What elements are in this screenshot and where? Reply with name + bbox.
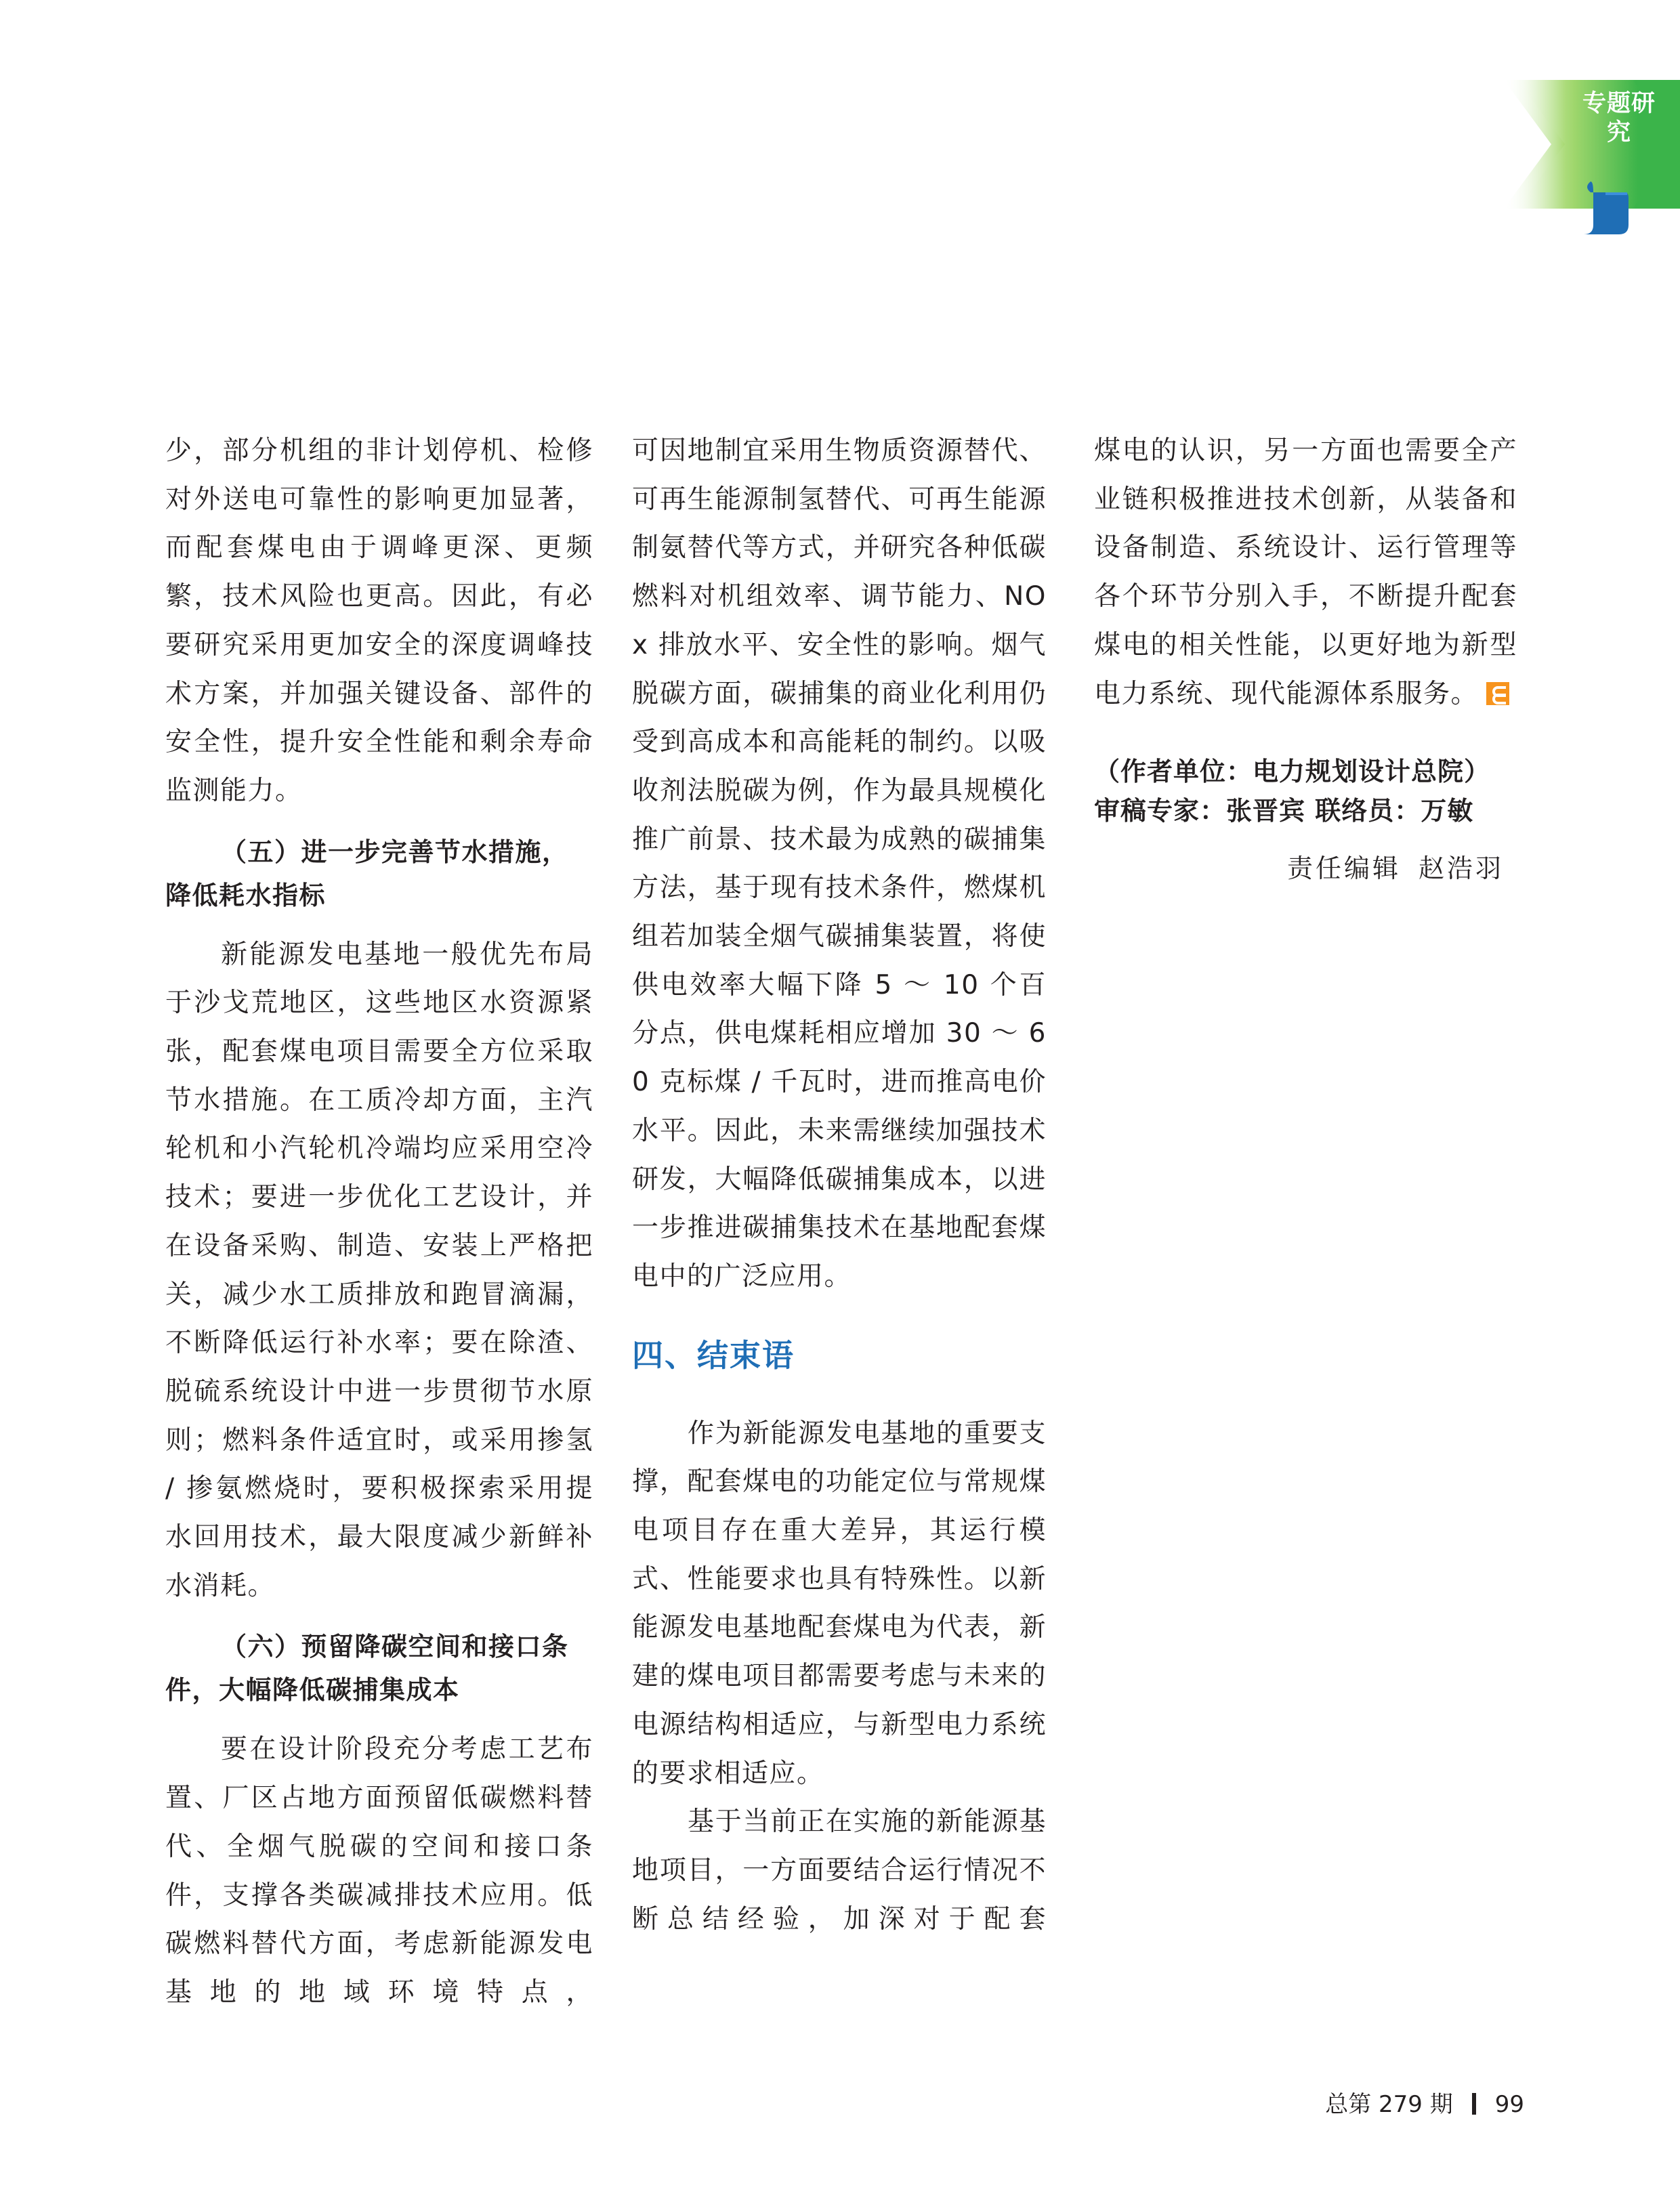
reviewer-line: 审稿专家：张晋宾 联络员：万敏	[1094, 796, 1474, 826]
subheading-line: 件，大幅降低碳捕集成本	[165, 1675, 460, 1706]
subheading-5	[165, 830, 593, 917]
paragraph: 要在设计阶段充分考虑工艺布置、厂区占地方面预留低碳燃料替代、全烟气脱碳的空间和接口条件，支撑各类碳减排技术应用。低碳燃料替代方面，考虑新能源发电基地的地域环境特点，	[165, 1734, 593, 2008]
paragraph: 作为新能源发电基地的重要支撑，配套煤电的功能定位与常规煤电项目存在重大差异，其运行模式、性能要求也具有特殊性。以新能源发电基地配套煤电为代表，新建的煤电项目都需要考虑与未来的电源结构相适应，与新型电力系统的要求相适应。	[632, 1418, 1047, 1789]
paragraph-text: 煤电的认识，另一方面也需要全产业链积极推进技术创新，从装备和设备制造、系统设计、运行管理等各个环节分别入手，不断提升配套煤电的相关性能，以更好地为新型电力系统、现代能源体系服务。	[1094, 436, 1517, 709]
paragraph: 基于当前正在实施的新能源基地项目，一方面要结合运行情况不断总结经验，加深对于配套	[632, 1806, 1047, 1934]
column-1	[165, 427, 593, 2017]
author-unit: （作者单位：电力规划设计总院）	[1094, 757, 1491, 787]
section-title: 四、结束语	[632, 1336, 795, 1374]
footer-divider	[1472, 2093, 1476, 2115]
page-number: 99	[1494, 2091, 1524, 2118]
end-mark-icon	[1486, 682, 1509, 705]
paragraph: 可因地制宜采用生物质资源替代、可再生能源制氢替代、可再生能源制氨替代等方式，并研究各种低碳燃料对机组效率、调节能力、NOx 排放水平、安全性的影响。烟气脱碳方面，碳捕集的商业化利用仍受到高成本和高能耗的制约。以吸收剂法脱碳为例，作为最具规模化推广前景、技术最为成熟的碳捕集方法，基于现有技术条件，燃煤机组若加装全烟气碳捕集装置，将使供电效率大幅下降 5 ～ 10 个百分点，供电煤耗相应增加 30 ～ 60 克标煤 / 千瓦时，进而推高电价水平。因此，未来需继续加强技术研发，大幅降低碳捕集成本，以进一步推进碳捕集技术在基地配套煤电中的广泛应用。	[632, 436, 1047, 1292]
paragraph	[1094, 427, 1517, 718]
paragraph: 新能源发电基地一般优先布局于沙戈荒地区，这些地区水资源紧张，配套煤电项目需要全方位采取节水措施。在工质冷却方面，主汽轮机和小汽轮机冷端均应采用空冷技术；要进一步优化工艺设计，并在设备采购、制造、安装上严格把关，减少水工质排放和跑冒滴漏，不断降低运行补水率；要在除渣、脱硫系统设计中进一步贯彻节水原则；燃料条件适宜时，或采用掺氢 / 掺氨燃烧时，要积极探索采用提水回用技术，最大限度减少新鲜补水消耗。	[165, 939, 593, 1601]
editor-name: 赵浩羽	[1418, 853, 1504, 884]
subheading-line: （六）预留降碳空间和接口条	[221, 1632, 569, 1662]
subheading-line: （五）进一步完善节水措施，	[221, 837, 569, 867]
section-tab-label: 专题研究	[1582, 90, 1656, 146]
editor-credit	[1094, 848, 1517, 889]
paragraph: 少，部分机组的非计划停机、检修对外送电可靠性的影响更加显著，而配套煤电由于调峰更深、更频繁，技术风险也更高。因此，有必要研究采用更加安全的深度调峰技术方案，并加强关键设备、部件的安全性，提升安全性能和剩余寿命监测能力。	[165, 436, 593, 806]
editor-label: 责任编辑	[1286, 853, 1401, 884]
subheading-6	[165, 1625, 593, 1712]
author-info	[1094, 752, 1517, 830]
issue-number: 总第 279 期	[1325, 2091, 1453, 2118]
column-2	[632, 427, 1047, 1943]
subheading-line: 降低耗水指标	[165, 880, 327, 910]
page-footer	[1233, 2088, 1524, 2121]
column-3	[1094, 427, 1517, 889]
section-tab	[1504, 80, 1680, 249]
